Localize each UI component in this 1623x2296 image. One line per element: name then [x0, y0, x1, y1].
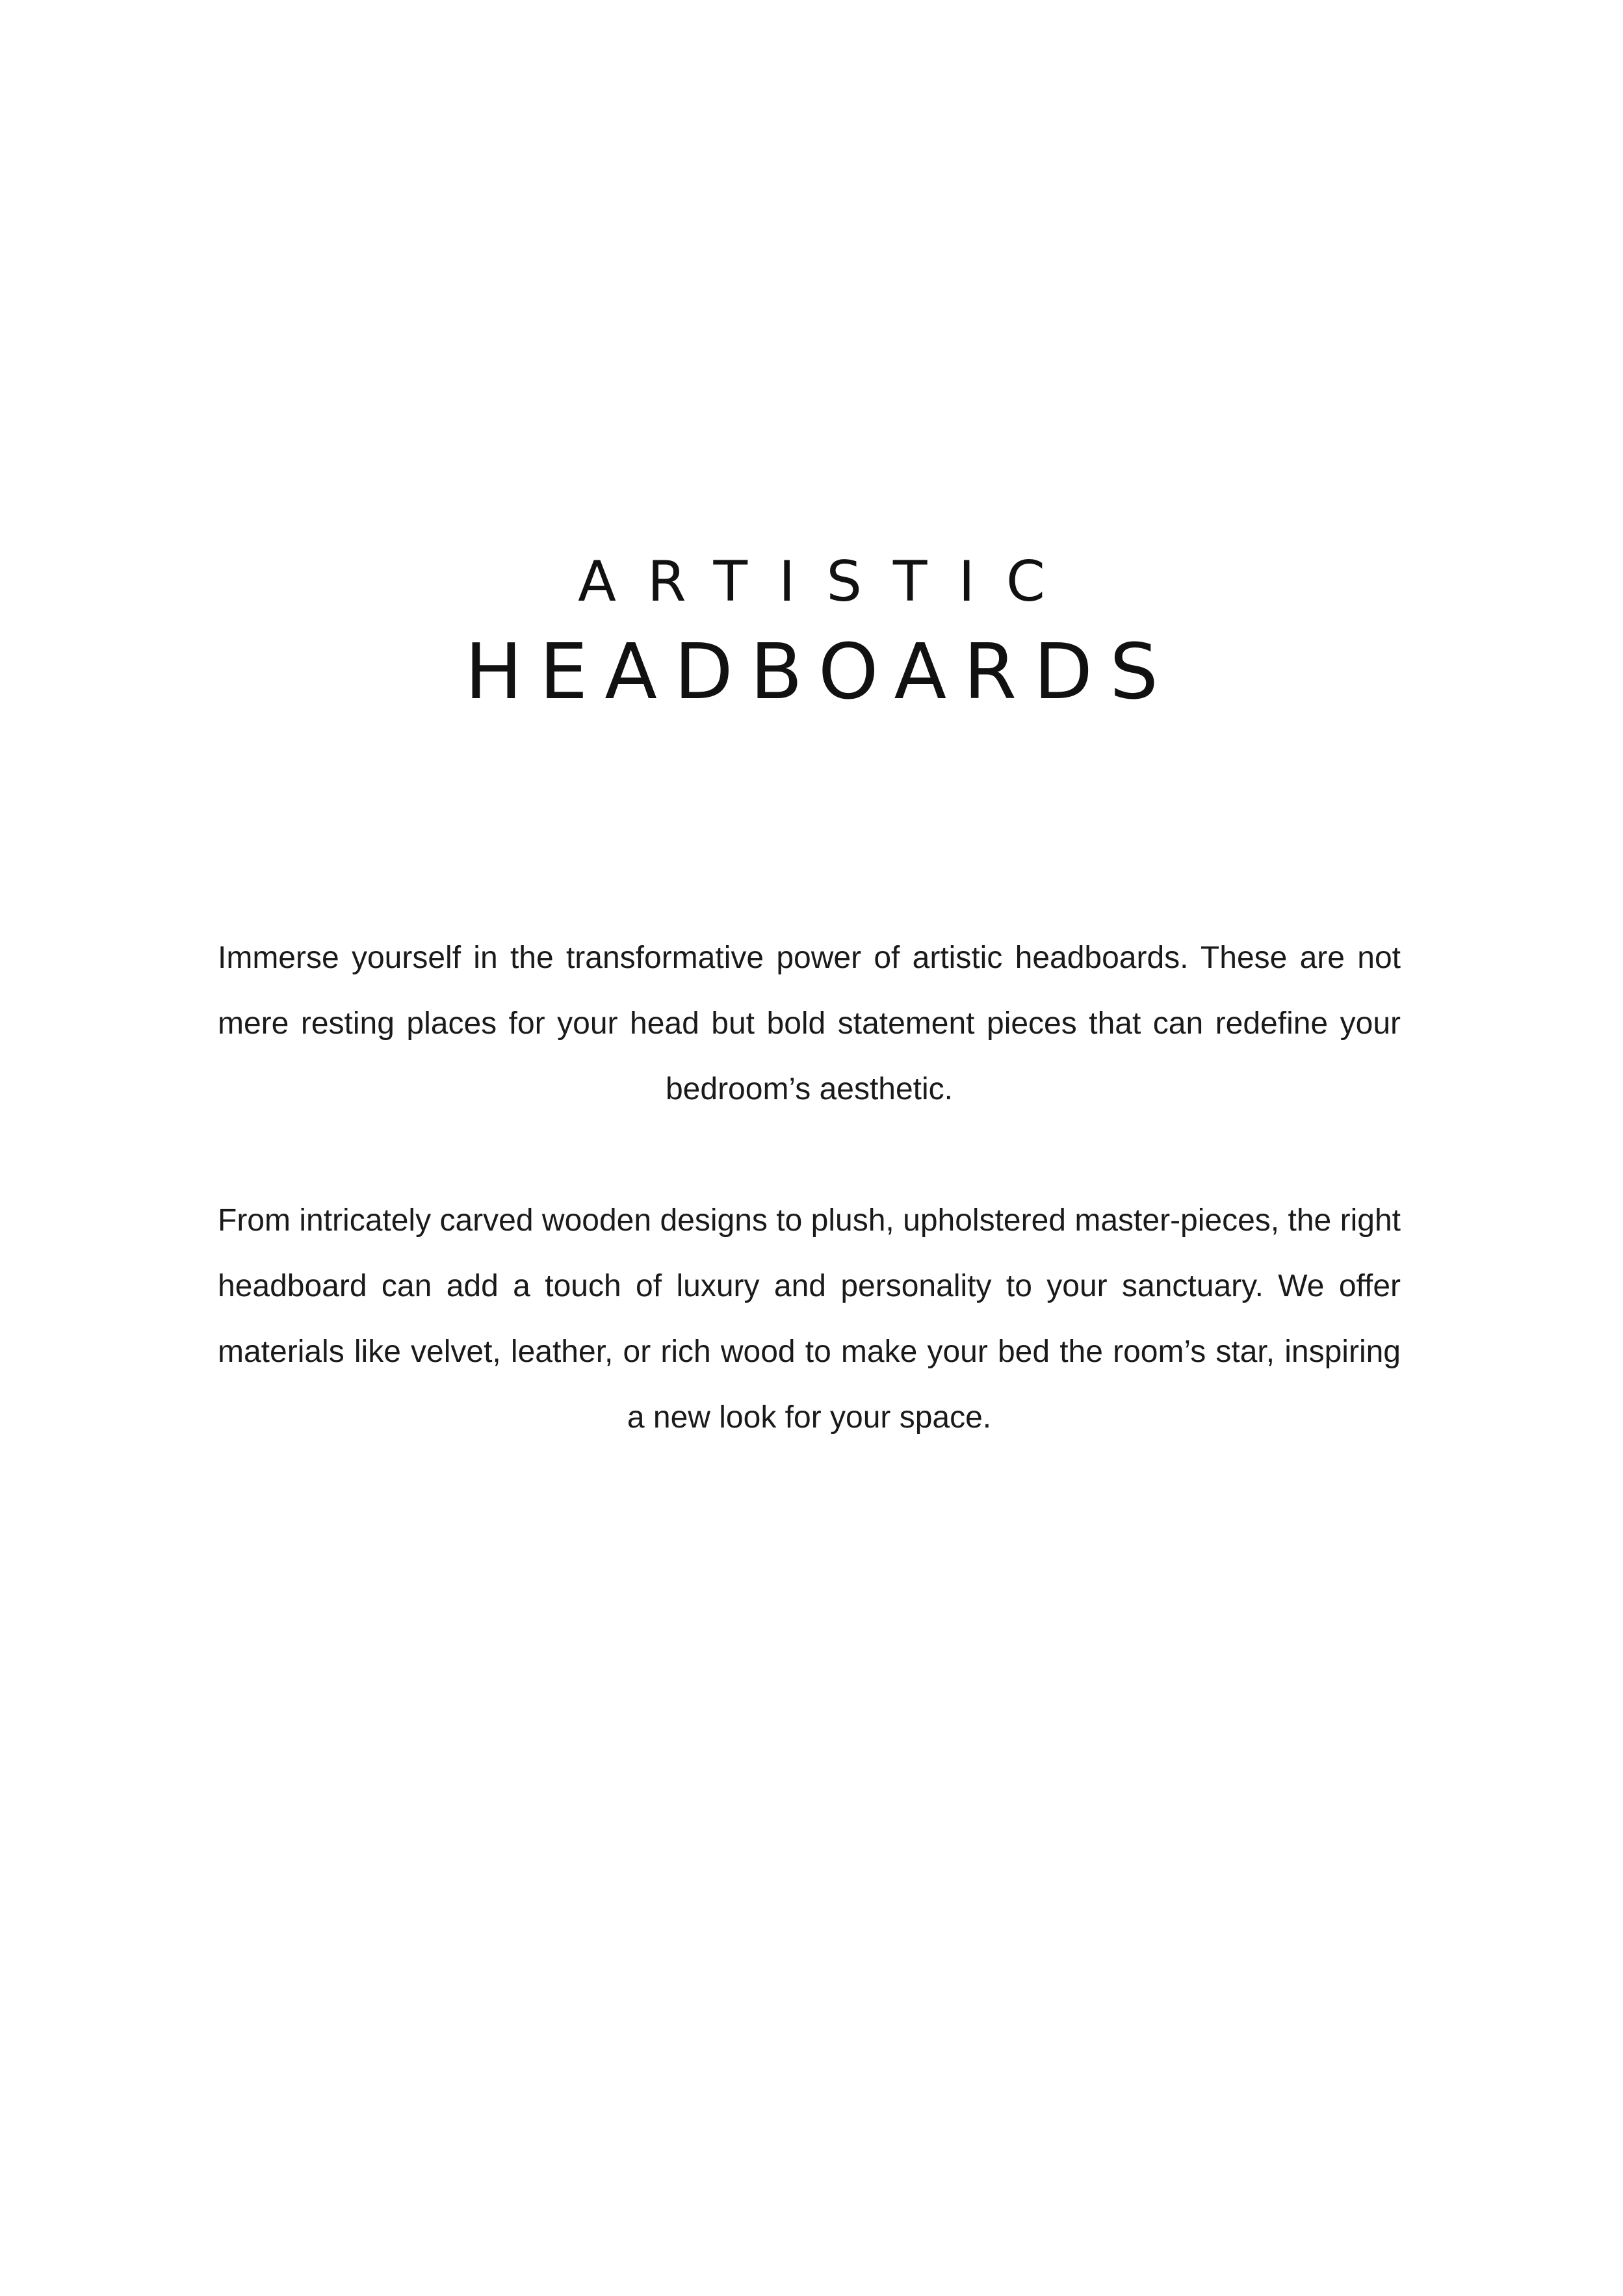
- title-line-artistic: ARTISTIC: [578, 549, 1076, 614]
- materials-paragraph: From intricately carved wooden designs to plush, upholstered master-pieces, the right headboard can add a touch of luxury and personality to your sanctuary. We offer materials like velvet, leather, or rich wood to make your bed the room’s star, inspiring a new look for your space.: [218, 1203, 1401, 1435]
- title-line-headboards: HEADBOARDS: [464, 627, 1176, 716]
- intro-paragraph: Immerse yourself in the transformative power of artistic headboards. These are not mere resting places for your head but bold statement pieces that can redefine your bedroom’s aesthetic.: [218, 941, 1401, 1106]
- page-title: [0, 546, 1623, 720]
- body-text: [218, 925, 1401, 1450]
